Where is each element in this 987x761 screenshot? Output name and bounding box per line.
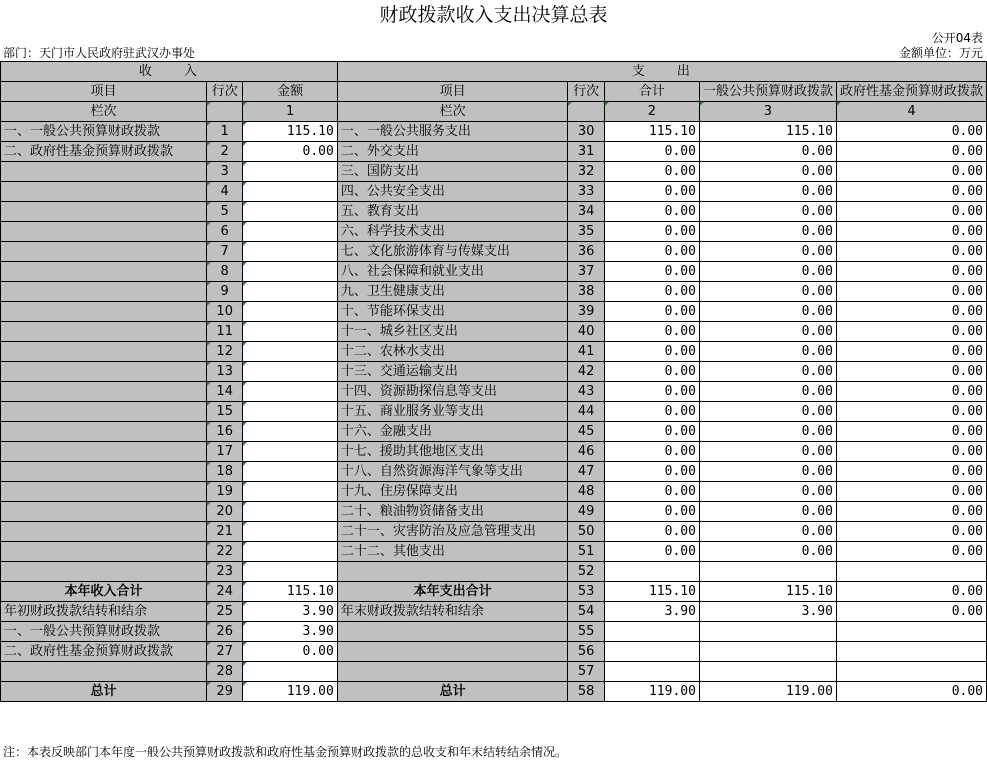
fund-budget-amount: 0.00 [836,342,986,362]
expense-section-header: 支 出 [337,62,986,82]
general-budget-amount: 3.90 [699,602,836,622]
income-line-number: 9 [206,282,242,302]
expense-total: 115.10 [604,582,699,602]
income-item [1,342,207,362]
expense-item: 总计 [337,682,568,702]
expense-line-number: 56 [568,642,604,662]
expense-total: 115.10 [604,122,699,142]
income-amount [243,462,337,482]
column-index-3: 3 [699,102,836,122]
expense-item: 二十、粮油物资储备支出 [337,502,568,522]
expense-item: 一、一般公共服务支出 [337,122,568,142]
general-budget-amount: 0.00 [699,142,836,162]
general-budget-amount: 0.00 [699,402,836,422]
general-budget-amount [699,642,836,662]
income-item [1,302,207,322]
expense-index-blank [568,102,604,122]
income-line-number: 10 [206,302,242,322]
income-amount [243,262,337,282]
column-index-1: 1 [243,102,337,122]
income-item [1,202,207,222]
fund-budget-amount: 0.00 [836,482,986,502]
fund-budget-amount: 0.00 [836,142,986,162]
income-item [1,462,207,482]
expense-item: 本年支出合计 [337,582,568,602]
expense-item: 二、外交支出 [337,142,568,162]
income-item: 一、一般公共预算财政拨款 [1,122,207,142]
expense-total: 0.00 [604,202,699,222]
table-row [1,582,987,602]
expense-total: 0.00 [604,362,699,382]
expense-total [604,662,699,682]
fund-budget-amount: 0.00 [836,182,986,202]
expense-line-number: 41 [568,342,604,362]
expense-line-number: 46 [568,442,604,462]
income-item [1,482,207,502]
expense-line-number: 57 [568,662,604,682]
income-line-number: 24 [206,582,242,602]
expense-total: 0.00 [604,182,699,202]
income-line-number: 19 [206,482,242,502]
expense-item: 三、国防支出 [337,162,568,182]
table-row [1,342,987,362]
expense-line-number: 53 [568,582,604,602]
income-line-number: 20 [206,502,242,522]
fund-budget-amount [836,642,986,662]
income-line-number: 27 [206,642,242,662]
expense-item: 十五、商业服务业等支出 [337,402,568,422]
general-budget-amount: 0.00 [699,462,836,482]
column-index-2: 2 [604,102,699,122]
income-amount: 0.00 [243,642,337,662]
income-amount: 115.10 [243,122,337,142]
expense-item: 十三、交通运输支出 [337,362,568,382]
general-budget-amount: 0.00 [699,222,836,242]
income-item [1,322,207,342]
expense-item: 九、卫生健康支出 [337,282,568,302]
general-budget-amount [699,662,836,682]
table-row [1,322,987,342]
expense-item-header: 项目 [337,82,568,102]
expense-total: 0.00 [604,262,699,282]
expense-line-number: 55 [568,622,604,642]
income-line-number: 16 [206,422,242,442]
income-item [1,502,207,522]
fund-budget-amount: 0.00 [836,382,986,402]
income-amount [243,382,337,402]
expense-line-number: 37 [568,262,604,282]
department-label: 部门：天门市人民政府驻武汉办事处 [3,46,196,60]
fund-budget-amount: 0.00 [836,302,986,322]
fund-budget-amount: 0.00 [836,502,986,522]
general-budget-amount: 0.00 [699,502,836,522]
expense-line-number: 36 [568,242,604,262]
expense-item: 二十二、其他支出 [337,542,568,562]
expense-total: 0.00 [604,342,699,362]
table-row [1,482,987,502]
expense-item [337,622,568,642]
fund-budget-amount: 0.00 [836,682,986,702]
unit-label: 金额单位：万元 [898,46,983,60]
general-budget-amount: 0.00 [699,282,836,302]
expense-item: 五、教育支出 [337,202,568,222]
income-item [1,382,207,402]
income-line-number: 3 [206,162,242,182]
income-line-number: 11 [206,322,242,342]
expense-item: 十四、资源勘探信息等支出 [337,382,568,402]
expense-total: 0.00 [604,322,699,342]
income-item: 本年收入合计 [1,582,207,602]
expense-total-header: 合计 [604,82,699,102]
expense-item: 十八、自然资源海洋气象等支出 [337,462,568,482]
income-amount [243,522,337,542]
fund-budget-amount: 0.00 [836,462,986,482]
expense-item: 年末财政拨款结转和结余 [337,602,568,622]
table-row [1,262,987,282]
expense-item: 十六、金融支出 [337,422,568,442]
income-item: 二、政府性基金预算财政拨款 [1,142,207,162]
expense-item: 十九、住房保障支出 [337,482,568,502]
income-amount [243,502,337,522]
expense-line-number: 45 [568,422,604,442]
expense-total: 0.00 [604,162,699,182]
expense-total [604,622,699,642]
fund-budget-amount: 0.00 [836,122,986,142]
general-budget-amount: 0.00 [699,202,836,222]
expense-total: 119.00 [604,682,699,702]
table-row [1,182,987,202]
expense-line-number: 52 [568,562,604,582]
income-item [1,162,207,182]
general-budget-amount: 0.00 [699,442,836,462]
fund-budget-amount: 0.00 [836,442,986,462]
income-amount: 3.90 [243,622,337,642]
expense-item: 十、节能环保支出 [337,302,568,322]
expense-line-number: 30 [568,122,604,142]
column-header-row [1,82,987,102]
income-item [1,242,207,262]
fund-budget-amount: 0.00 [836,402,986,422]
table-body [1,122,987,702]
income-section-header: 收 入 [1,62,338,82]
fund-budget-amount: 0.00 [836,282,986,302]
table-row [1,242,987,262]
table-row [1,382,987,402]
income-line-number: 13 [206,362,242,382]
expense-total: 0.00 [604,382,699,402]
fund-budget-header: 政府性基金预算财政拨款 [836,82,986,102]
expense-line-number: 58 [568,682,604,702]
income-line-number: 7 [206,242,242,262]
table-row [1,222,987,242]
expense-total: 0.00 [604,502,699,522]
general-budget-amount: 0.00 [699,302,836,322]
footnote: 注：本表反映部门本年度一般公共预算财政拨款和政府性基金预算财政拨款的总收支和年末结转结余情况。 [3,745,568,759]
income-item [1,282,207,302]
table-row [1,602,987,622]
expense-total: 0.00 [604,482,699,502]
income-line-number: 25 [206,602,242,622]
income-index-label: 栏次 [1,102,207,122]
expense-total: 0.00 [604,522,699,542]
table-row [1,422,987,442]
expense-total: 0.00 [604,242,699,262]
table-row [1,502,987,522]
income-line-number: 29 [206,682,242,702]
table-row [1,462,987,482]
income-line-header: 行次 [206,82,242,102]
income-line-number: 12 [206,342,242,362]
fund-budget-amount [836,562,986,582]
expense-item [337,662,568,682]
expense-total: 0.00 [604,282,699,302]
expense-item: 二十一、灾害防治及应急管理支出 [337,522,568,542]
expense-item: 十一、城乡社区支出 [337,322,568,342]
general-budget-amount: 0.00 [699,322,836,342]
income-amount-header: 金额 [243,82,337,102]
income-item: 一、一般公共预算财政拨款 [1,622,207,642]
table-row [1,302,987,322]
expense-line-number: 43 [568,382,604,402]
income-amount [243,342,337,362]
income-amount [243,542,337,562]
income-amount [243,242,337,262]
expense-line-number: 38 [568,282,604,302]
income-line-number: 17 [206,442,242,462]
expense-total: 0.00 [604,222,699,242]
general-budget-amount: 119.00 [699,682,836,702]
general-budget-amount: 0.00 [699,362,836,382]
general-budget-amount: 0.00 [699,242,836,262]
income-amount: 3.90 [243,602,337,622]
expense-item [337,562,568,582]
general-budget-amount: 0.00 [699,182,836,202]
income-amount [243,362,337,382]
income-amount: 119.00 [243,682,337,702]
general-budget-amount [699,622,836,642]
expense-item: 十七、援助其他地区支出 [337,442,568,462]
fund-budget-amount: 0.00 [836,202,986,222]
income-line-number: 22 [206,542,242,562]
expense-line-number: 33 [568,182,604,202]
general-budget-header: 一般公共预算财政拨款 [699,82,836,102]
income-amount [243,182,337,202]
table-row [1,402,987,422]
income-line-number: 23 [206,562,242,582]
income-amount [243,222,337,242]
general-budget-amount: 0.00 [699,482,836,502]
expense-line-number: 48 [568,482,604,502]
expense-line-number: 51 [568,542,604,562]
expense-item [337,642,568,662]
expense-item: 十二、农林水支出 [337,342,568,362]
income-line-number: 1 [206,122,242,142]
income-index-blank [206,102,242,122]
general-budget-amount: 0.00 [699,342,836,362]
income-item [1,222,207,242]
income-item [1,262,207,282]
expense-line-number: 44 [568,402,604,422]
expense-item: 七、文化旅游体育与传媒支出 [337,242,568,262]
table-row [1,662,987,682]
expense-total: 0.00 [604,462,699,482]
expense-line-number: 39 [568,302,604,322]
income-line-number: 26 [206,622,242,642]
expense-item: 四、公共安全支出 [337,182,568,202]
income-amount [243,662,337,682]
expense-total: 0.00 [604,422,699,442]
column-index-row [1,102,987,122]
income-amount [243,402,337,422]
income-line-number: 4 [206,182,242,202]
expense-line-number: 49 [568,502,604,522]
income-item: 总计 [1,682,207,702]
expense-item: 六、科学技术支出 [337,222,568,242]
expense-line-number: 54 [568,602,604,622]
general-budget-amount: 0.00 [699,382,836,402]
column-index-4: 4 [836,102,986,122]
table-row [1,142,987,162]
general-budget-amount: 0.00 [699,422,836,442]
income-item [1,362,207,382]
expense-line-number: 31 [568,142,604,162]
table-row [1,162,987,182]
income-line-number: 18 [206,462,242,482]
table-row [1,542,987,562]
income-amount [243,442,337,462]
fund-budget-amount: 0.00 [836,362,986,382]
income-amount: 115.10 [243,582,337,602]
income-item [1,542,207,562]
general-budget-amount: 0.00 [699,542,836,562]
income-line-number: 2 [206,142,242,162]
fund-budget-amount: 0.00 [836,222,986,242]
income-line-number: 8 [206,262,242,282]
income-item [1,422,207,442]
report-title: 财政拨款收入支出决算总表 [379,4,608,26]
expense-total: 0.00 [604,442,699,462]
income-line-number: 15 [206,402,242,422]
income-item [1,402,207,422]
income-amount [243,202,337,222]
income-line-number: 6 [206,222,242,242]
income-item-header: 项目 [1,82,207,102]
income-item [1,562,207,582]
income-line-number: 14 [206,382,242,402]
income-line-number: 28 [206,662,242,682]
expense-total: 0.00 [604,402,699,422]
fund-budget-amount: 0.00 [836,602,986,622]
fund-budget-amount [836,622,986,642]
income-line-number: 5 [206,202,242,222]
table-row [1,122,987,142]
table-row [1,562,987,582]
fund-budget-amount: 0.00 [836,242,986,262]
fund-budget-amount: 0.00 [836,162,986,182]
income-amount [243,302,337,322]
expense-item: 八、社会保障和就业支出 [337,262,568,282]
general-budget-amount: 115.10 [699,582,836,602]
expense-line-header: 行次 [568,82,604,102]
table-row [1,622,987,642]
income-line-number: 21 [206,522,242,542]
income-item: 年初财政拨款结转和结余 [1,602,207,622]
expense-total: 0.00 [604,142,699,162]
table-row [1,362,987,382]
general-budget-amount [699,562,836,582]
expense-line-number: 42 [568,362,604,382]
table-row [1,522,987,542]
income-amount [243,282,337,302]
fund-budget-amount: 0.00 [836,522,986,542]
income-amount [243,162,337,182]
expense-line-number: 34 [568,202,604,222]
general-budget-amount: 115.10 [699,122,836,142]
fund-budget-amount [836,662,986,682]
expense-total: 0.00 [604,302,699,322]
income-amount [243,422,337,442]
expense-total [604,562,699,582]
fund-budget-amount: 0.00 [836,582,986,602]
income-amount: 0.00 [243,142,337,162]
expense-total [604,642,699,662]
income-item [1,522,207,542]
income-amount [243,482,337,502]
fund-budget-amount: 0.00 [836,422,986,442]
fund-budget-amount: 0.00 [836,542,986,562]
expense-line-number: 35 [568,222,604,242]
income-item [1,662,207,682]
expense-line-number: 47 [568,462,604,482]
table-row [1,682,987,702]
general-budget-amount: 0.00 [699,522,836,542]
table-row [1,442,987,462]
general-budget-amount: 0.00 [699,162,836,182]
table-row [1,282,987,302]
income-amount [243,562,337,582]
expense-total: 3.90 [604,602,699,622]
income-item [1,442,207,462]
expense-index-label: 栏次 [337,102,568,122]
table-row [1,202,987,222]
table-row [1,642,987,662]
section-header-row [1,62,987,82]
expense-total: 0.00 [604,542,699,562]
expense-line-number: 32 [568,162,604,182]
expense-line-number: 50 [568,522,604,542]
general-budget-amount: 0.00 [699,262,836,282]
income-item: 二、政府性基金预算财政拨款 [1,642,207,662]
income-amount [243,322,337,342]
fund-budget-amount: 0.00 [836,322,986,342]
expense-line-number: 40 [568,322,604,342]
fund-budget-amount: 0.00 [836,262,986,282]
finance-table [0,61,987,702]
income-item [1,182,207,202]
form-number: 公开04表 [931,31,983,45]
